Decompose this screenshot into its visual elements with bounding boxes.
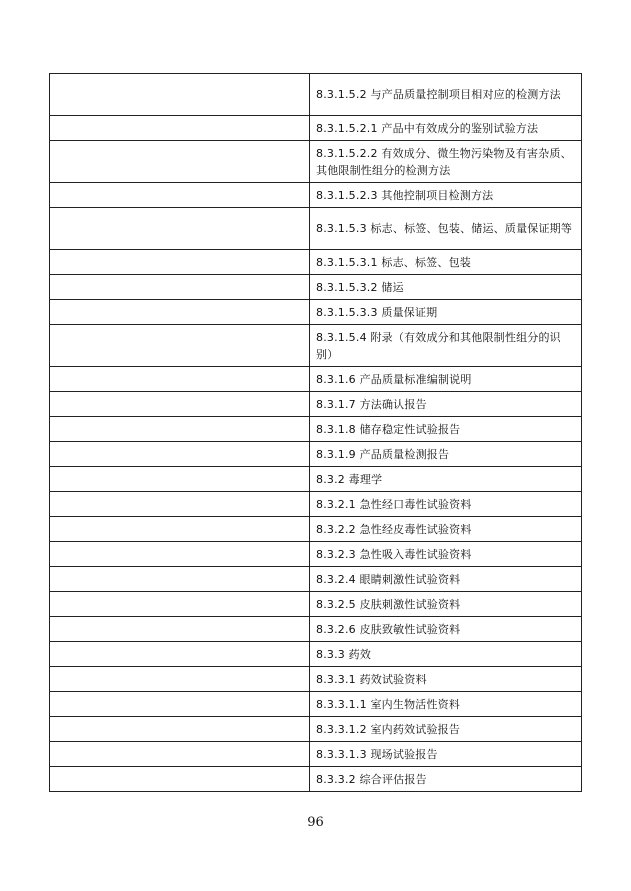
table-cell-item: 8.3.2.4 眼睛刺激性试验资料 — [310, 567, 582, 592]
table-cell-empty — [50, 767, 310, 792]
table-row — [50, 517, 582, 542]
table-cell-empty — [50, 467, 310, 492]
table-cell-item: 8.3.3.1 药效试验资料 — [310, 667, 582, 692]
table-row — [50, 367, 582, 392]
table-cell-item: 8.3.1.5.3.3 质量保证期 — [310, 300, 582, 325]
table-cell-empty — [50, 592, 310, 617]
table-cell-item: 8.3.2.3 急性吸入毒性试验资料 — [310, 542, 582, 567]
table-cell-empty — [50, 417, 310, 442]
table-cell-item: 8.3.2.1 急性经口毒性试验资料 — [310, 492, 582, 517]
table-cell-empty — [50, 692, 310, 717]
table-cell-item: 8.3.1.5.4 附录（有效成分和其他限制性组分的识别） — [310, 325, 582, 367]
page-number: 96 — [307, 815, 324, 830]
table-row — [50, 767, 582, 792]
table-cell-empty — [50, 300, 310, 325]
table-cell-empty — [50, 717, 310, 742]
table-cell-empty — [50, 542, 310, 567]
table-row — [50, 667, 582, 692]
table-cell-empty — [50, 141, 310, 183]
table-cell-empty — [50, 517, 310, 542]
table-row — [50, 467, 582, 492]
table-cell-empty — [50, 617, 310, 642]
table-cell-item: 8.3.3 药效 — [310, 642, 582, 667]
table-cell-empty — [50, 667, 310, 692]
table-cell-item: 8.3.1.9 产品质量检测报告 — [310, 442, 582, 467]
table-cell-empty — [50, 442, 310, 467]
table-row — [50, 567, 582, 592]
table-cell-item: 8.3.1.5.3.1 标志、标签、包装 — [310, 250, 582, 275]
table-cell-empty — [50, 492, 310, 517]
table-row — [50, 417, 582, 442]
table-row — [50, 442, 582, 467]
table-cell-item: 8.3.1.5.3.2 储运 — [310, 275, 582, 300]
table-cell-item: 8.3.3.1.1 室内生物活性资料 — [310, 692, 582, 717]
table-row — [50, 250, 582, 275]
table-row — [50, 717, 582, 742]
table-row — [50, 492, 582, 517]
table-cell-item: 8.3.1.5.2.1 产品中有效成分的鉴别试验方法 — [310, 116, 582, 141]
table-row — [50, 692, 582, 717]
document-table-body — [50, 74, 582, 792]
table-cell-item: 8.3.3.1.2 室内药效试验报告 — [310, 717, 582, 742]
table-row — [50, 183, 582, 208]
table-row — [50, 141, 582, 183]
table-cell-item: 8.3.1.6 产品质量标准编制说明 — [310, 367, 582, 392]
table-cell-item: 8.3.1.5.2.3 其他控制项目检测方法 — [310, 183, 582, 208]
table-row — [50, 300, 582, 325]
table-row — [50, 208, 582, 250]
table-cell-empty — [50, 116, 310, 141]
table-row — [50, 542, 582, 567]
table-cell-item: 8.3.2.6 皮肤致敏性试验资料 — [310, 617, 582, 642]
table-cell-empty — [50, 250, 310, 275]
table-row — [50, 116, 582, 141]
table-cell-empty — [50, 183, 310, 208]
table-cell-item: 8.3.3.1.3 现场试验报告 — [310, 742, 582, 767]
table-row — [50, 275, 582, 300]
table-row — [50, 74, 582, 116]
table-row — [50, 325, 582, 367]
table-cell-item: 8.3.2.5 皮肤刺激性试验资料 — [310, 592, 582, 617]
table-row — [50, 617, 582, 642]
table-cell-empty — [50, 567, 310, 592]
table-cell-empty — [50, 642, 310, 667]
table-cell-item: 8.3.3.2 综合评估报告 — [310, 767, 582, 792]
table-cell-empty — [50, 74, 310, 116]
table-cell-item: 8.3.1.8 储存稳定性试验报告 — [310, 417, 582, 442]
table-cell-item: 8.3.2 毒理学 — [310, 467, 582, 492]
table-row — [50, 592, 582, 617]
table-cell-item: 8.3.2.2 急性经皮毒性试验资料 — [310, 517, 582, 542]
table-cell-empty — [50, 275, 310, 300]
document-table — [49, 73, 582, 792]
table-cell-empty — [50, 742, 310, 767]
table-row — [50, 642, 582, 667]
table-cell-item: 8.3.1.5.2 与产品质量控制项目相对应的检测方法 — [310, 74, 582, 116]
table-cell-item: 8.3.1.5.2.2 有效成分、微生物污染物及有害杂质、其他限制性组分的检测方法 — [310, 141, 582, 183]
table-row — [50, 742, 582, 767]
table-cell-item: 8.3.1.5.3 标志、标签、包装、储运、质量保证期等 — [310, 208, 582, 250]
table-cell-empty — [50, 208, 310, 250]
table-row — [50, 392, 582, 417]
table-cell-empty — [50, 392, 310, 417]
table-cell-empty — [50, 325, 310, 367]
table-cell-item: 8.3.1.7 方法确认报告 — [310, 392, 582, 417]
table-cell-empty — [50, 367, 310, 392]
